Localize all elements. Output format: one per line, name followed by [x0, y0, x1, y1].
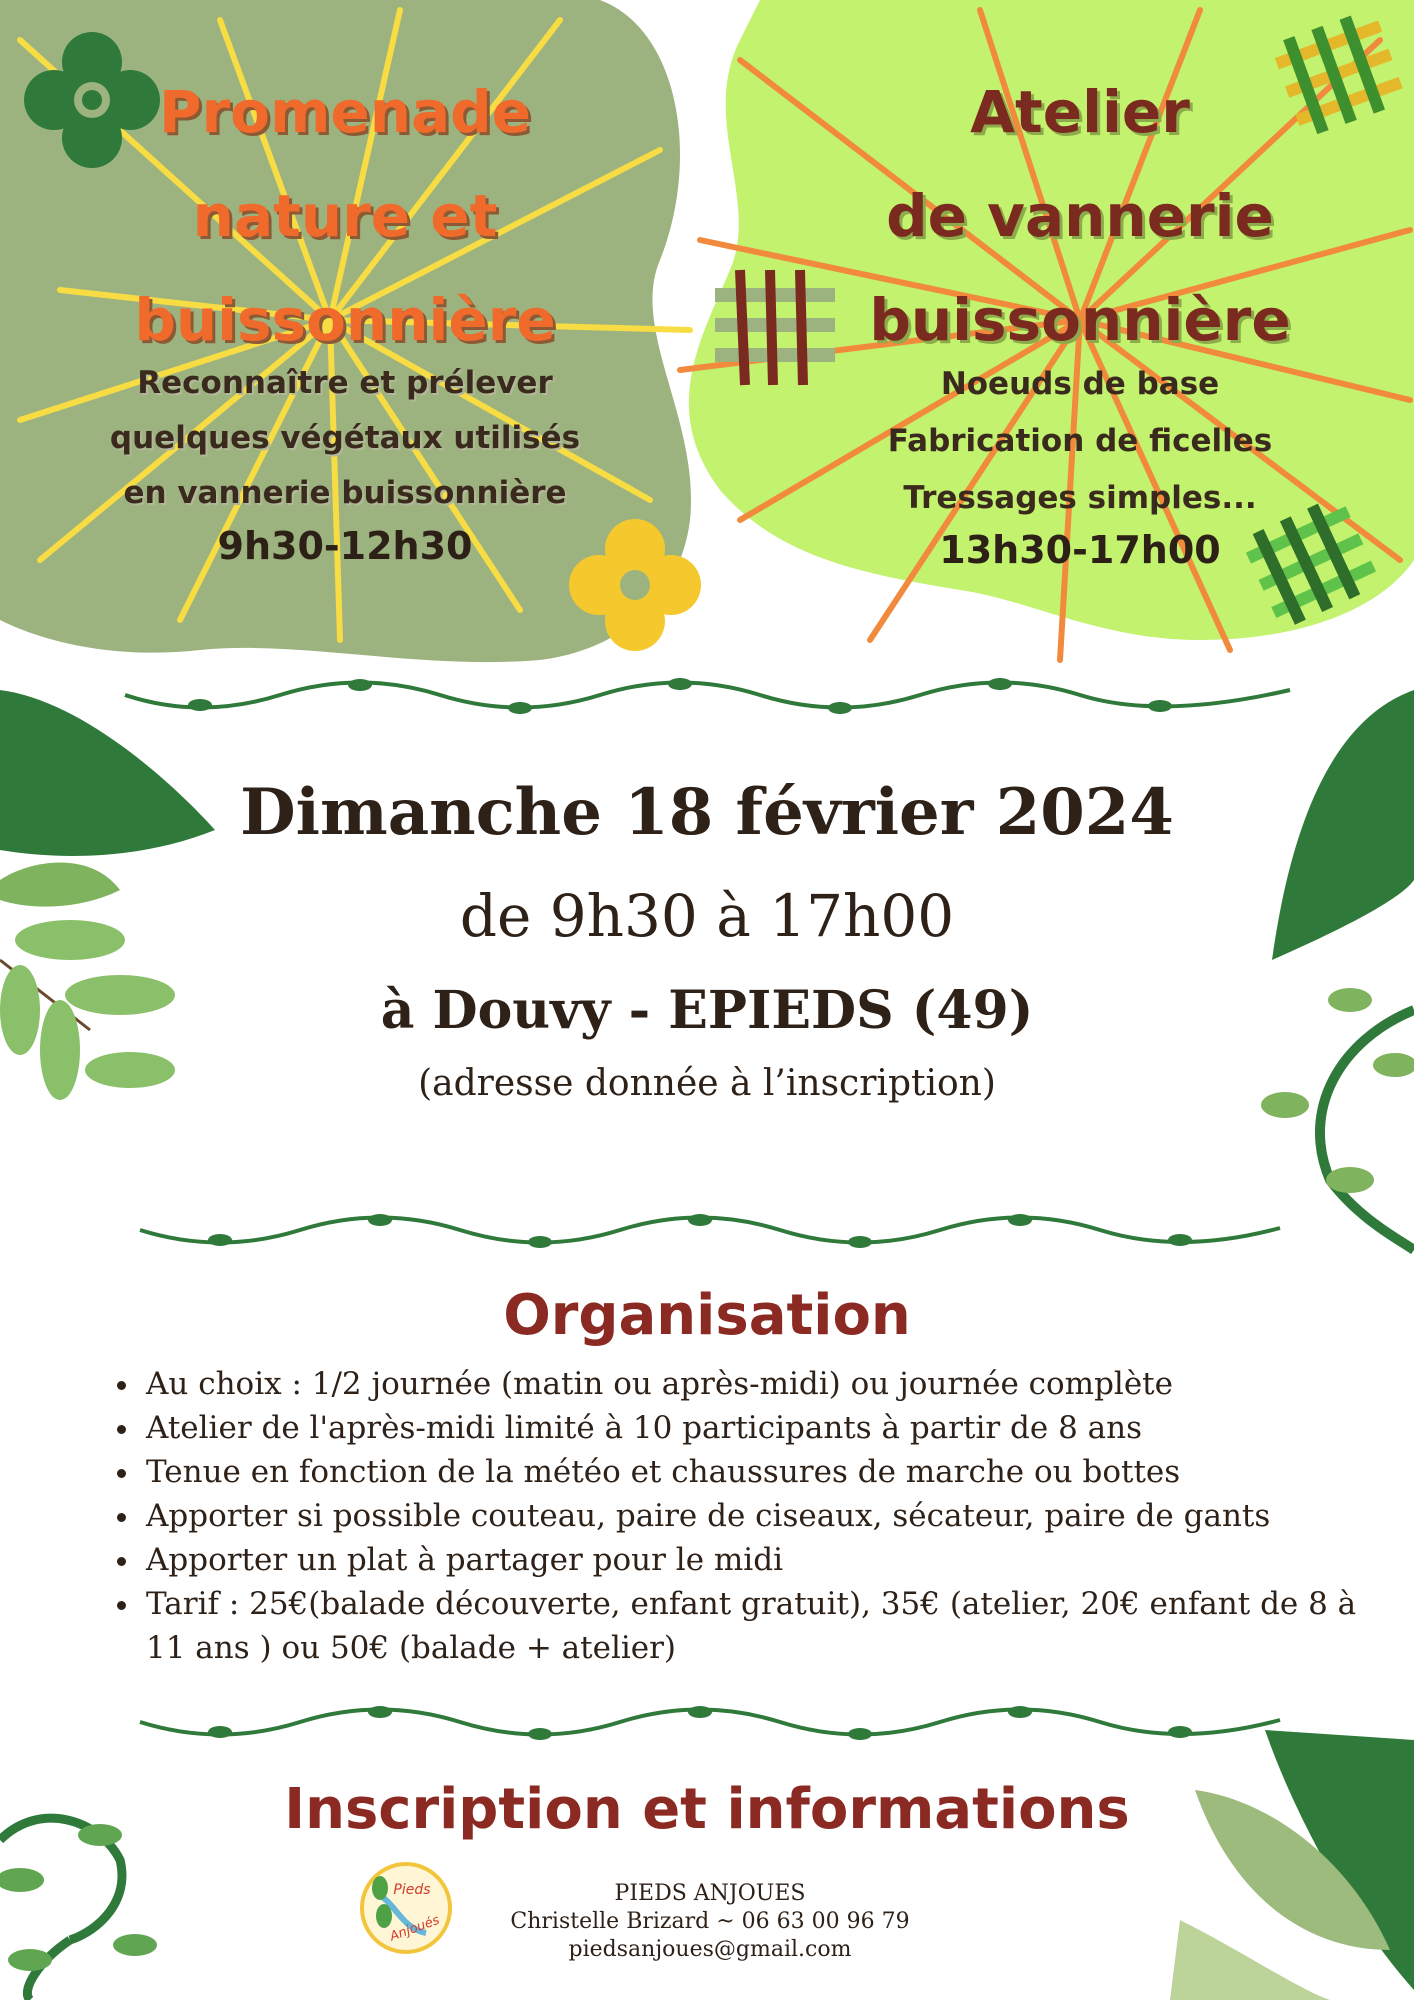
atelier-title-line: Atelier — [970, 78, 1190, 146]
atelier-description-line: Fabrication de ficelles — [887, 423, 1273, 459]
organisation-title: Organisation — [503, 1283, 911, 1348]
promenade-description-line: quelques végétaux utilisés — [109, 420, 581, 456]
organisation-list — [108, 1362, 1392, 1670]
atelier-title — [820, 60, 1340, 372]
atelier-title-line: buissonnière — [869, 286, 1291, 354]
list-item: • Tarif : 25€(balade découverte, enfant gratuit), 35€ (atelier, 20€ enfant de 8 à 11 ans ) ou 50€ (balade + atelier) — [142, 1582, 1392, 1670]
list-item: • Apporter si possible couteau, paire de ciseaux, sécateur, paire de gants — [142, 1494, 1392, 1538]
email-link[interactable]: piedsanjoues@gmail.com — [568, 1937, 852, 1962]
promenade-title — [90, 60, 600, 372]
atelier-time: 13h30-17h00 — [939, 528, 1221, 572]
promenade-title-line: nature et — [192, 182, 498, 250]
logo-text-line: Anjoués — [387, 1912, 442, 1945]
promenade-description-line: en vannerie buissonnière — [123, 475, 567, 511]
promenade-description-line: Reconnaître et prélever — [137, 365, 553, 401]
atelier-description-line: Tressages simples... — [903, 480, 1257, 516]
list-item: • Au choix : 1/2 journée (matin ou après-midi) ou journée complète — [142, 1362, 1392, 1406]
atelier-title-line: de vannerie — [886, 182, 1274, 250]
event-place: à Douvy - EPIEDS (49) — [380, 980, 1034, 1041]
promenade-description — [70, 356, 620, 521]
event-address-note: (adresse donnée à l’inscription) — [418, 1063, 996, 1104]
list-item: • Tenue en fonction de la météo et chaussures de marche ou bottes — [142, 1450, 1392, 1494]
event-date: Dimanche 18 février 2024 — [240, 775, 1174, 850]
list-item: • Atelier de l'après-midi limité à 10 participants à partir de 8 ans — [142, 1406, 1392, 1450]
contact-block — [420, 1880, 1000, 1964]
inscription-title: Inscription et informations — [284, 1777, 1130, 1842]
event-hours: de 9h30 à 17h00 — [459, 882, 955, 950]
contact-line: Christelle Brizard ~ 06 63 00 96 79 — [510, 1909, 910, 1934]
promenade-time: 9h30-12h30 — [217, 524, 473, 568]
promenade-title-line: buissonnière — [134, 286, 556, 354]
atelier-description-line: Noeuds de base — [940, 366, 1220, 402]
atelier-description — [820, 356, 1340, 527]
promenade-title-line: Promenade — [158, 78, 531, 146]
list-item: • Apporter un plat à partager pour le midi — [142, 1538, 1392, 1582]
logo-text-line: Pieds — [393, 1882, 431, 1898]
org-name: PIEDS ANJOUES — [614, 1881, 806, 1906]
leaf-decoration — [1261, 690, 1414, 1250]
